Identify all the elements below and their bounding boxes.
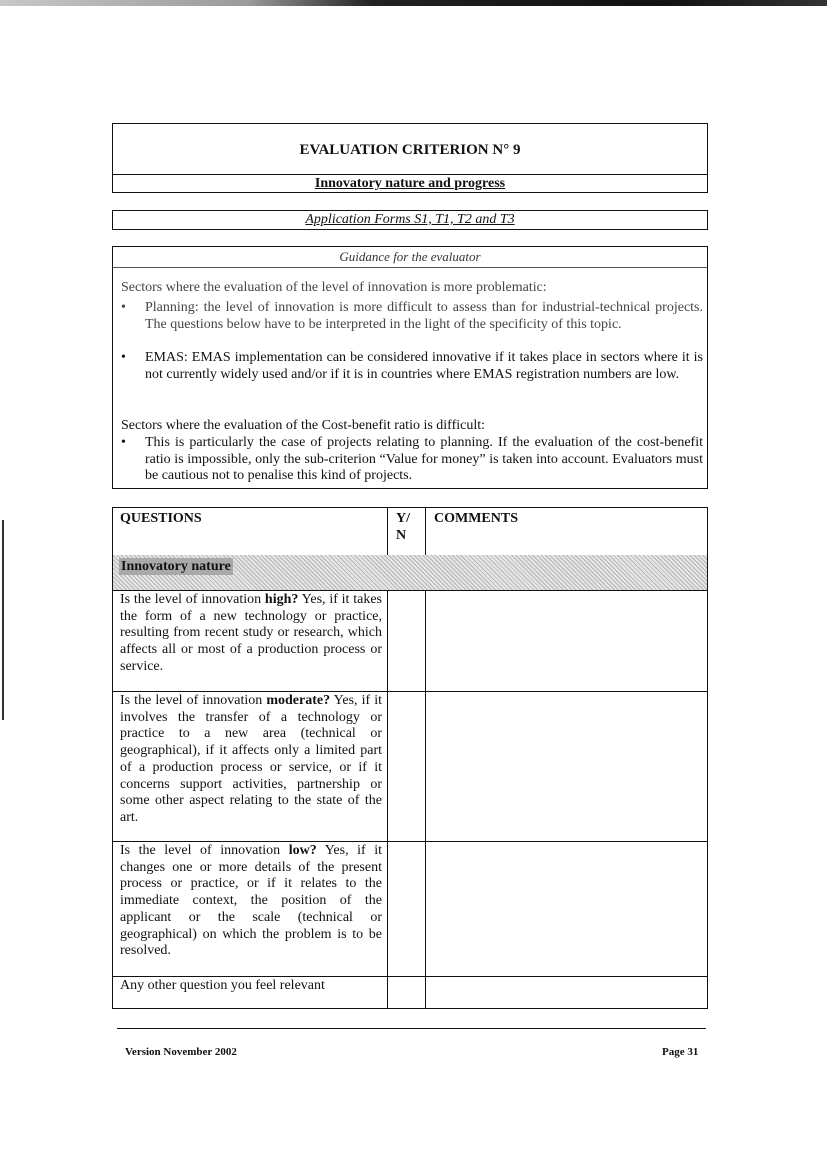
bullet-text: EMAS: EMAS implementation can be considered innovative if it takes place in sectors where it is not currently widely used and/or if it is in countries where EMAS registration numbers are low. [145,350,703,382]
guidance-intro-cost-benefit: Sectors where the evaluation of the Cost-benefit ratio is difficult: [121,418,486,433]
footer-rule [117,1028,706,1029]
footer-version: Version November 2002 [125,1046,237,1058]
title-divider [113,174,707,175]
criterion-subtitle: Innovatory nature and progress [314,176,506,191]
guidance-bullet-emas [121,350,703,383]
question-high: Is the level of innovation high? Yes, if it takes the form of a new technology or practice, resulting from recent study or research, which affects all or most of a production process or service. [120,592,382,674]
criterion-title: EVALUATION CRITERION N° 9 [299,142,521,158]
question-other: Any other question you feel relevant [120,978,325,993]
scan-edge-left [2,520,4,720]
guidance-intro-innovation: Sectors where the evaluation of the level of innovation is more problematic: [121,280,547,295]
section-label: Innovatory nature [121,559,231,574]
bullet-icon: • [121,300,126,315]
criterion-title-box [112,123,708,193]
row-divider [113,976,707,977]
bullet-icon: • [121,435,126,450]
row-divider [113,590,707,591]
header-questions: QUESTIONS [120,511,202,526]
header-comments: COMMENTS [434,511,518,526]
bullet-text: Planning: the level of innovation is more difficult to assess than for industrial-technical projects. The questions below have to be interpreted in the light of the specificity of this topic. [145,300,703,332]
bullet-text: This is particularly the case of projects relating to planning. If the evaluation of the cost-benefit ratio is impossible, only the sub-criterion “Value for money” is taken into account. Evaluators must be cautious not to penalise this kind of projects. [145,435,703,483]
questions-table [112,507,708,1009]
bullet-icon: • [121,350,126,365]
guidance-heading: Guidance for the evaluator [339,249,481,264]
question-low: Is the level of innovation low? Yes, if it changes one or more details of the present process or practice, or if it relates to the immediate context, the position of the applicant or the scale (technical or geographical) on which the problem is to be resolved. [120,843,382,959]
row-divider [113,691,707,692]
guidance-bullet-planning [121,300,703,333]
section-row-innovatory [113,555,707,590]
application-forms-label: Application Forms S1, T1, T2 and T3 [305,212,515,227]
guidance-bullet-cost-benefit [121,435,703,485]
question-moderate: Is the level of innovation moderate? Yes, if it involves the transfer of a technology or practice to a new area (technical or geographical), if it affects only a limited part of a production process or service, or if it concerns support activities, partnership or some other aspect relating to the state of the art. [120,693,382,825]
guidance-divider [113,267,707,268]
header-yn: Y/ N [396,511,410,543]
scan-edge-top [0,0,827,6]
footer-page-number: Page 31 [662,1046,699,1058]
application-forms-box [112,210,708,230]
row-divider [113,841,707,842]
guidance-box [112,246,708,489]
